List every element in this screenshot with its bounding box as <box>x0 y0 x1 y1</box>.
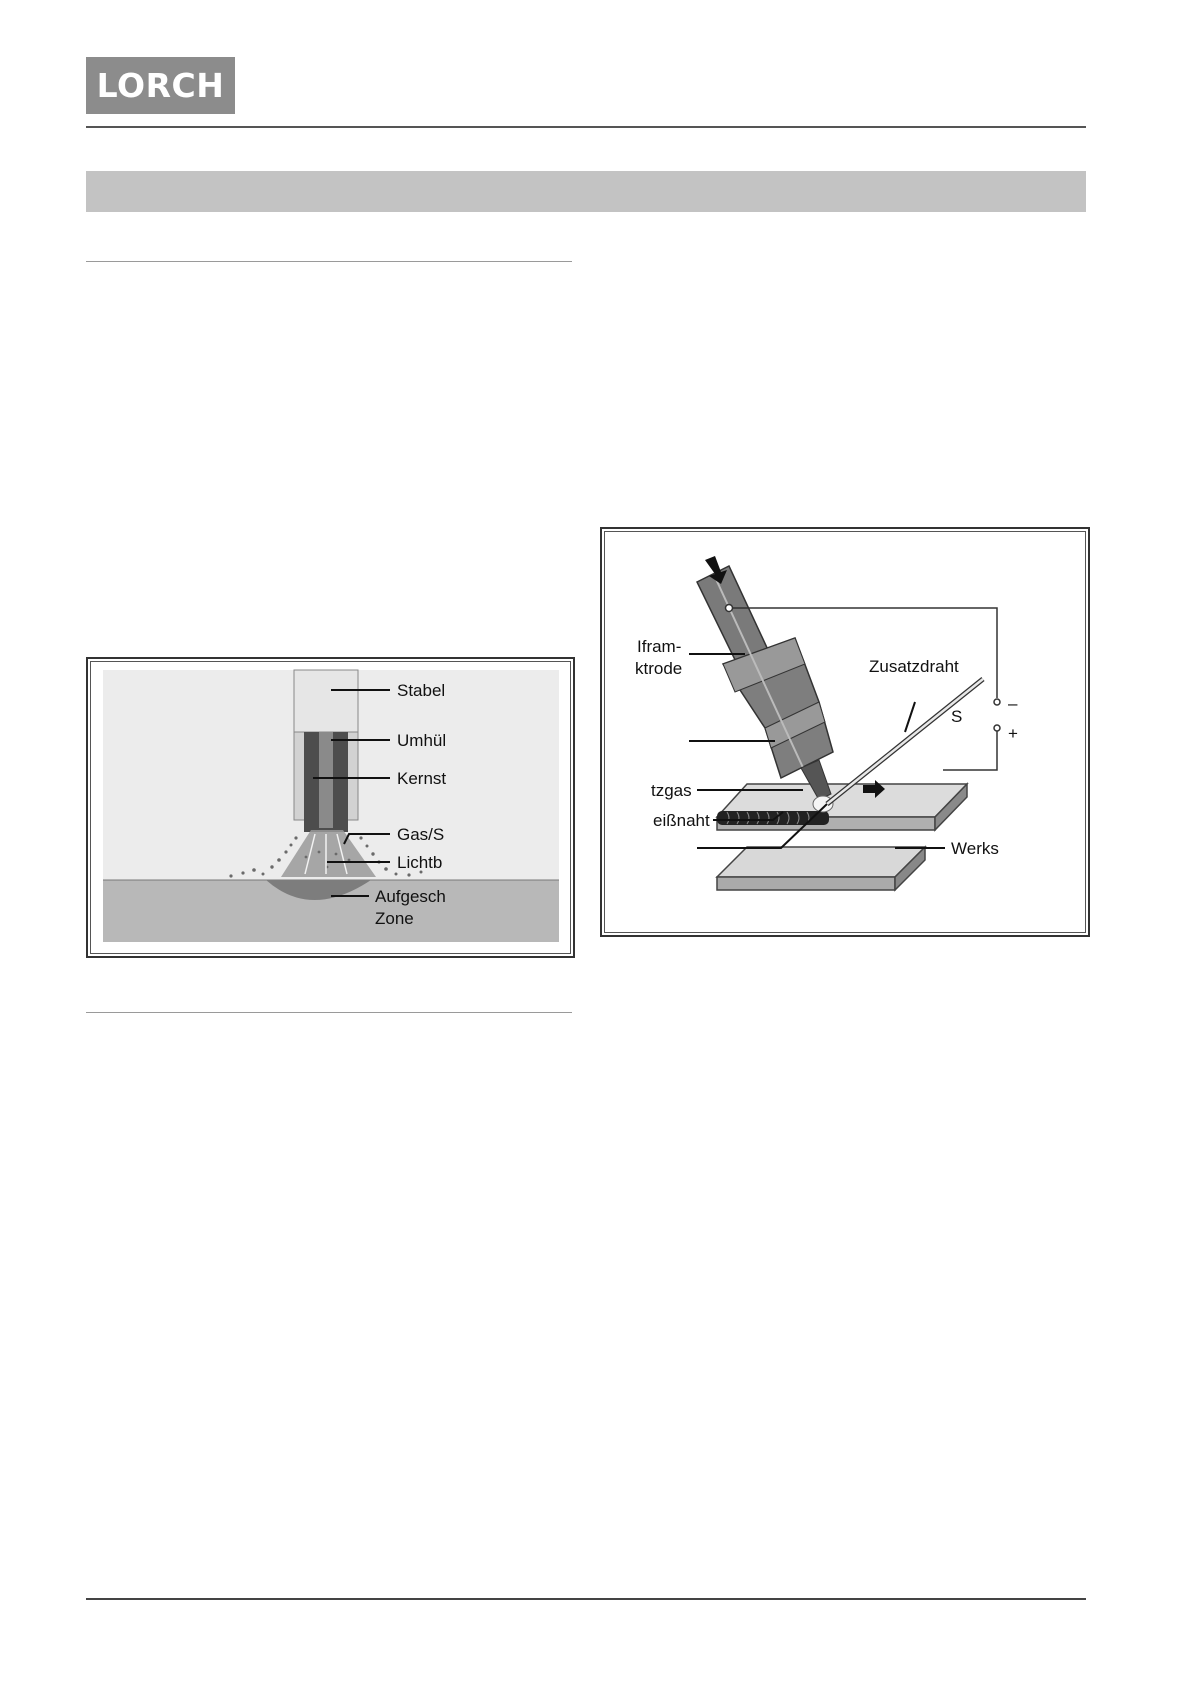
label-umhuel: Umhül <box>397 731 447 750</box>
label-stabel: Stabel <box>397 681 446 700</box>
tig-welding-illustration <box>605 532 1085 932</box>
workpiece-plate-lower <box>717 847 925 877</box>
label-gas: Gas/S <box>397 825 445 844</box>
column-rule-bottom <box>86 1012 572 1013</box>
label-zusatzdraht: Zusatzdraht <box>869 657 959 676</box>
section-heading-bar <box>86 171 1086 212</box>
lorch-logo: LORCH <box>86 57 235 114</box>
figure-frame <box>90 661 571 954</box>
label-s: S <box>951 707 963 726</box>
label-aufgesch: Aufgesch <box>375 887 446 906</box>
header-rule <box>86 126 1086 128</box>
stick-electrode-illustration <box>91 662 570 953</box>
label-minus: – <box>1008 694 1018 713</box>
label-zone: Zone <box>375 909 414 928</box>
label-eissnaht: eißnaht <box>653 811 710 830</box>
column-rule-top <box>86 261 572 262</box>
label-plus: + <box>1008 724 1018 743</box>
label-werks: Werks <box>951 839 999 858</box>
label-tzgas: tzgas <box>651 781 692 800</box>
label-ktrode: ktrode <box>635 659 683 678</box>
figure-stick-electrode <box>86 657 575 958</box>
label-ifram: Ifram- <box>637 637 682 656</box>
label-lichtb: Lichtb <box>397 853 443 872</box>
figure-frame <box>604 531 1086 933</box>
label-kernst: Kernst <box>397 769 447 788</box>
footer-rule <box>86 1598 1086 1600</box>
figure-tig-welding <box>600 527 1090 937</box>
